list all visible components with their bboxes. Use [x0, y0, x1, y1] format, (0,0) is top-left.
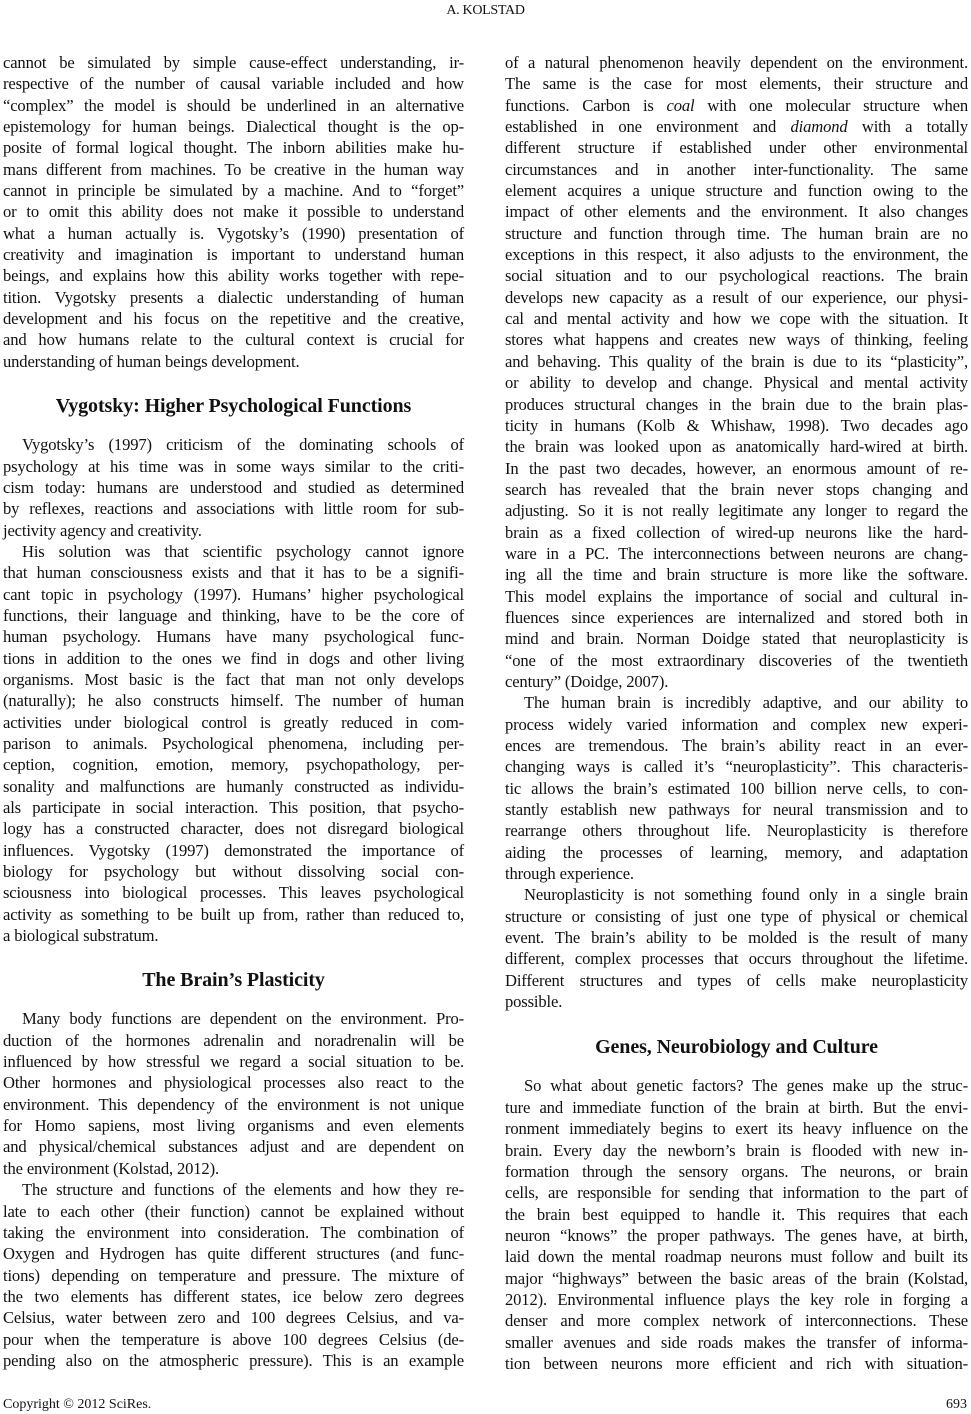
text-line: tic allows the brain’s estimated 100 billion nerve cells, to con-: [505, 778, 968, 798]
text-line: “complex” the model is should be underlined in an alternative: [3, 95, 464, 115]
text-line: posite of formal logical thought. The inborn abilities make hu-: [3, 138, 464, 158]
text-line: organisms. Most basic is the fact that man not only develops: [3, 669, 464, 689]
text-line: jectivity agency and creativity.: [3, 520, 202, 540]
section-heading-vygotsky: Vygotsky: Higher Psychological Functions: [55, 395, 412, 418]
text-line: fluences since experiences are internalized and stored both in: [505, 607, 968, 627]
text-line: This model explains the importance of social and cultural in-: [505, 586, 968, 606]
text-line: sciousness into biological processes. This leaves psychological: [3, 883, 464, 903]
text-line: exceptions in this respect, it also adjusts to the environment, the: [505, 245, 968, 265]
text-line: for Homo sapiens, most living organisms and even elements: [3, 1116, 464, 1136]
text-line: (naturally); he also constructs himself. The number of human: [3, 691, 464, 711]
text-line: tions) depending on temperature and pressure. The mixture of: [3, 1265, 464, 1285]
paragraph: [3, 52, 464, 372]
text-line: mind and brain. Norman Doidge stated that neuroplasticity is: [505, 629, 968, 649]
text-line: The human brain is incredibly adaptive, and our ability to: [524, 693, 968, 713]
text-line: 2012). Environmental influence plays the key role in forging a: [505, 1289, 968, 1309]
text-line: development and his focus on the repetitive and the creative,: [3, 309, 464, 329]
text-line: influenced by how stressful we regard a social situation to be.: [3, 1052, 464, 1072]
text-line: different, complex processes that occurs throughout the lifetime.: [505, 949, 968, 969]
text-line: tion between neurons more efficient and rich with situation-: [505, 1353, 968, 1373]
text-line: ware in a PC. The interconnections between neurons are chang-: [505, 543, 968, 563]
text-line: cannot in principle be simulated by a machine. And to “forget”: [3, 181, 464, 201]
text-line: “one of the most extraordinary discoveries of the twentieth: [505, 650, 968, 670]
text-line: parison to animals. Psychological phenomena, including per-: [3, 733, 464, 753]
text-line: structure or consisting of just one type of physical or chemical: [505, 906, 968, 926]
text-line: sonality and malfunctions are humanly constructed as individu-: [3, 776, 464, 796]
text-line: In the past two decades, however, an enormous amount of re-: [505, 458, 968, 478]
text-line: influences. Vygotsky (1997) demonstrated the importance of: [3, 840, 464, 860]
right-column: [505, 52, 968, 1374]
text-line: cells, are responsible for sending that information to the part of: [505, 1183, 968, 1203]
section-heading-genes-neurobiology-culture: Genes, Neurobiology and Culture: [595, 1036, 878, 1059]
running-head: A. KOLSTAD: [446, 3, 525, 18]
text-line: develops new capacity as a result of our experience, our physi-: [505, 287, 968, 307]
text-line: The same is the case for most elements, their structure and: [505, 74, 968, 94]
text-line: through experience.: [505, 864, 634, 884]
text-line: Neuroplasticity is not something found only in a single brain: [524, 885, 968, 905]
text-line: event. The brain’s ability to be molded is the result of many: [505, 928, 968, 948]
paragraph: [505, 1075, 968, 1374]
text-line: element acquires a unique structure and function owing to the: [505, 181, 968, 201]
text-line: circumstances and in another inter-functionality. The same: [505, 159, 968, 179]
text-line: major “highways” between the basic areas of the brain (Kolstad,: [505, 1268, 968, 1288]
text-line: impact of other elements and the environment. It also changes: [505, 202, 968, 222]
italic-term-coal: coal: [666, 95, 695, 115]
paragraph: [505, 52, 968, 692]
text-line: smaller avenues and side roads makes the transfer of informa-: [505, 1332, 968, 1352]
text-line: tions in addition to the ones we find in dogs and other living: [3, 648, 464, 668]
text-line: activity as something to be built up from, rather than reduced to,: [3, 904, 464, 924]
text-line: structure and function through time. The human brain are no: [505, 223, 968, 243]
text-line: search has revealed that the brain never stops changing and: [505, 479, 968, 499]
text-line: Many body functions are dependent on the environment. Pro-: [22, 1009, 464, 1029]
text-line: the environment (Kolstad, 2012).: [3, 1158, 219, 1178]
text-segment: established in one environment and: [505, 117, 791, 137]
text-line: His solution was that scientific psychology cannot ignore: [22, 541, 464, 561]
text-segment: with one molecular structure when: [694, 95, 968, 115]
text-line: human psychology. Humans have many psychological func-: [3, 627, 464, 647]
text-line: the brain was looked upon as anatomically hard-wired at birth.: [505, 437, 968, 457]
text-segment: with a totally: [847, 117, 968, 137]
text-line: cism today: humans are understood and studied as determined: [3, 477, 464, 497]
text-line: by reflexes, reactions and associations with little room for sub-: [3, 499, 464, 519]
text-line: brain as a fixed collection of wired-up neurons like the hard-: [505, 522, 968, 542]
text-line: ences are tremendous. The brain’s ability react in an ever-: [505, 736, 968, 755]
text-line: ture and immediate function of the brain at birth. But the envi-: [505, 1097, 968, 1117]
text-line: pour when the temperature is above 100 degrees Celsius (de-: [3, 1329, 464, 1349]
section-heading-brain-plasticity: The Brain’s Plasticity: [142, 969, 325, 992]
text-line: denser and more complex network of interconnections. These: [505, 1311, 968, 1331]
text-line: the brain best equipped to handle it. This requires that each: [505, 1204, 968, 1224]
left-column: [3, 52, 464, 1371]
text-line: Different structures and types of cells make neuroplasticity: [505, 970, 968, 990]
text-line: aiding the processes of learning, memory, and adaptation: [505, 842, 968, 862]
text-line: stores what happens and creates new ways of thinking, feeling: [505, 330, 968, 350]
text-line: taking the environment into consideration. The combination of: [3, 1222, 464, 1242]
text-line: laid down the mental roadmap neurons must follow and built its: [505, 1247, 968, 1267]
text-line: tition. Vygotsky presents a dialectic understanding of human: [3, 287, 464, 307]
text-line: late to each other (their function) cannot be explained without: [3, 1201, 464, 1221]
text-line: environment. This dependency of the environment is not unique: [3, 1094, 464, 1114]
text-line: different structure if established under other environmental: [505, 138, 968, 158]
text-line: epistemology for human beings. Dialectical thought is the op-: [3, 117, 464, 137]
text-line: formation through the sensory organs. The neurons, or brain: [505, 1161, 968, 1181]
text-line: biology for psychology but without dissolving social con-: [3, 862, 464, 882]
text-line: mans different from machines. To be creative in the human way: [3, 159, 464, 179]
text-line: cal and mental activity and how we cope with the situation. It: [505, 309, 968, 329]
italic-term-diamond: diamond: [790, 117, 848, 137]
text-line: activities under biological control is greatly reduced in com-: [3, 712, 464, 732]
text-line: logy has a constructed character, does not disregard biological: [3, 819, 464, 839]
text-line: possible.: [505, 992, 563, 1012]
text-line: understanding of human beings development.: [3, 351, 300, 371]
text-line: ronment immediately begins to exert its heavy influence on the: [505, 1119, 968, 1139]
text-line: adjusting. So it is not really legitimate any longer to regard the: [505, 501, 968, 521]
text-line: neuron “knows” the proper pathways. The genes have, at birth,: [505, 1225, 968, 1245]
text-line: social situation and to our psychological reactions. The brain: [505, 266, 968, 286]
paragraph: [3, 541, 464, 947]
text-line: the two elements has different states, ice below zero degrees: [3, 1286, 464, 1306]
text-line: changing ways is called it’s “neuroplasticity”. This characteris-: [505, 757, 968, 777]
text-line: als participate in social interaction. This position, that psycho-: [3, 798, 464, 817]
copyright-notice: Copyright © 2012 SciRes.: [3, 1397, 152, 1412]
text-segment: functions. Carbon is: [505, 95, 667, 115]
text-line: and physical/chemical substances adjust and are dependent on: [3, 1137, 464, 1157]
text-line: or ability to develop and change. Physical and mental activity: [505, 373, 968, 393]
text-line: that human consciousness exists and that it has to be a signifi-: [3, 563, 464, 583]
text-line: Other hormones and physiological processes also react to the: [3, 1073, 464, 1093]
text-line: ticity in humans (Kolb & Whishaw, 1998). Two decades ago: [505, 415, 968, 435]
text-line: psychology at his time was in some ways similar to the criti-: [3, 456, 464, 476]
paragraph: [3, 1179, 464, 1371]
paragraph: [3, 434, 464, 541]
text-line: brain. Every day the newborn’s brain is flooded with new in-: [505, 1140, 968, 1160]
text-line: The structure and functions of the elements and how they re-: [22, 1180, 464, 1200]
text-line: century” (Doidge, 2007).: [505, 671, 669, 691]
text-line: of a natural phenomenon heavily dependent on the environment.: [505, 53, 968, 72]
page-number: 693: [946, 1397, 967, 1412]
text-line: [505, 95, 968, 116]
text-line: and behaving. This quality of the brain is due to its “plasticity”,: [505, 351, 968, 371]
text-line: produces structural changes in the brain due to the brain plas-: [505, 394, 968, 414]
text-line: Oxygen and Hydrogen has quite different structures (and func-: [3, 1244, 464, 1264]
text-line: ing all the time and brain structure is more like the software.: [505, 565, 968, 585]
text-line: a biological substratum.: [3, 926, 159, 946]
text-line: what a human actually is. Vygotsky’s (1990) presentation of: [3, 223, 464, 243]
text-line: Celsius, water between zero and 100 degrees Celsius, and va-: [3, 1308, 464, 1328]
text-line: creativity and imagination is important to understand human: [3, 245, 464, 265]
text-line: or to omit this ability does not make it possible to understand: [3, 202, 464, 222]
text-line: beings, and explains how this ability works together with repe-: [3, 266, 464, 286]
text-line: respective of the number of causal variable included and how: [3, 74, 464, 94]
text-line: So what about genetic factors? The genes make up the struc-: [524, 1076, 968, 1096]
text-line: pending also on the atmospheric pressure). This is an example: [3, 1350, 464, 1370]
text-line: rearrange others throughout life. Neuroplasticity is therefore: [505, 821, 968, 841]
text-line: duction of the hormones adrenalin and noradrenalin will be: [3, 1030, 464, 1050]
text-line: process widely varied information and complex new experi-: [505, 714, 968, 734]
text-line: [505, 116, 968, 137]
text-line: cant topic in psychology (1997). Humans’ higher psychological: [3, 584, 464, 604]
text-line: cannot be simulated by simple cause-effect understanding, ir-: [3, 53, 464, 72]
text-line: ception, cognition, emotion, memory, psychopathology, per-: [3, 755, 464, 775]
text-line: and how humans relate to the cultural context is crucial for: [3, 330, 464, 350]
paragraph: [505, 692, 968, 884]
paragraph: [3, 1008, 464, 1179]
text-line: Vygotsky’s (1997) criticism of the dominating schools of: [22, 435, 464, 455]
paragraph: [505, 884, 968, 1012]
text-line: stantly establish new pathways for neural transmission and to: [505, 800, 968, 820]
text-line: functions, their language and thinking, have to be the core of: [3, 605, 464, 625]
